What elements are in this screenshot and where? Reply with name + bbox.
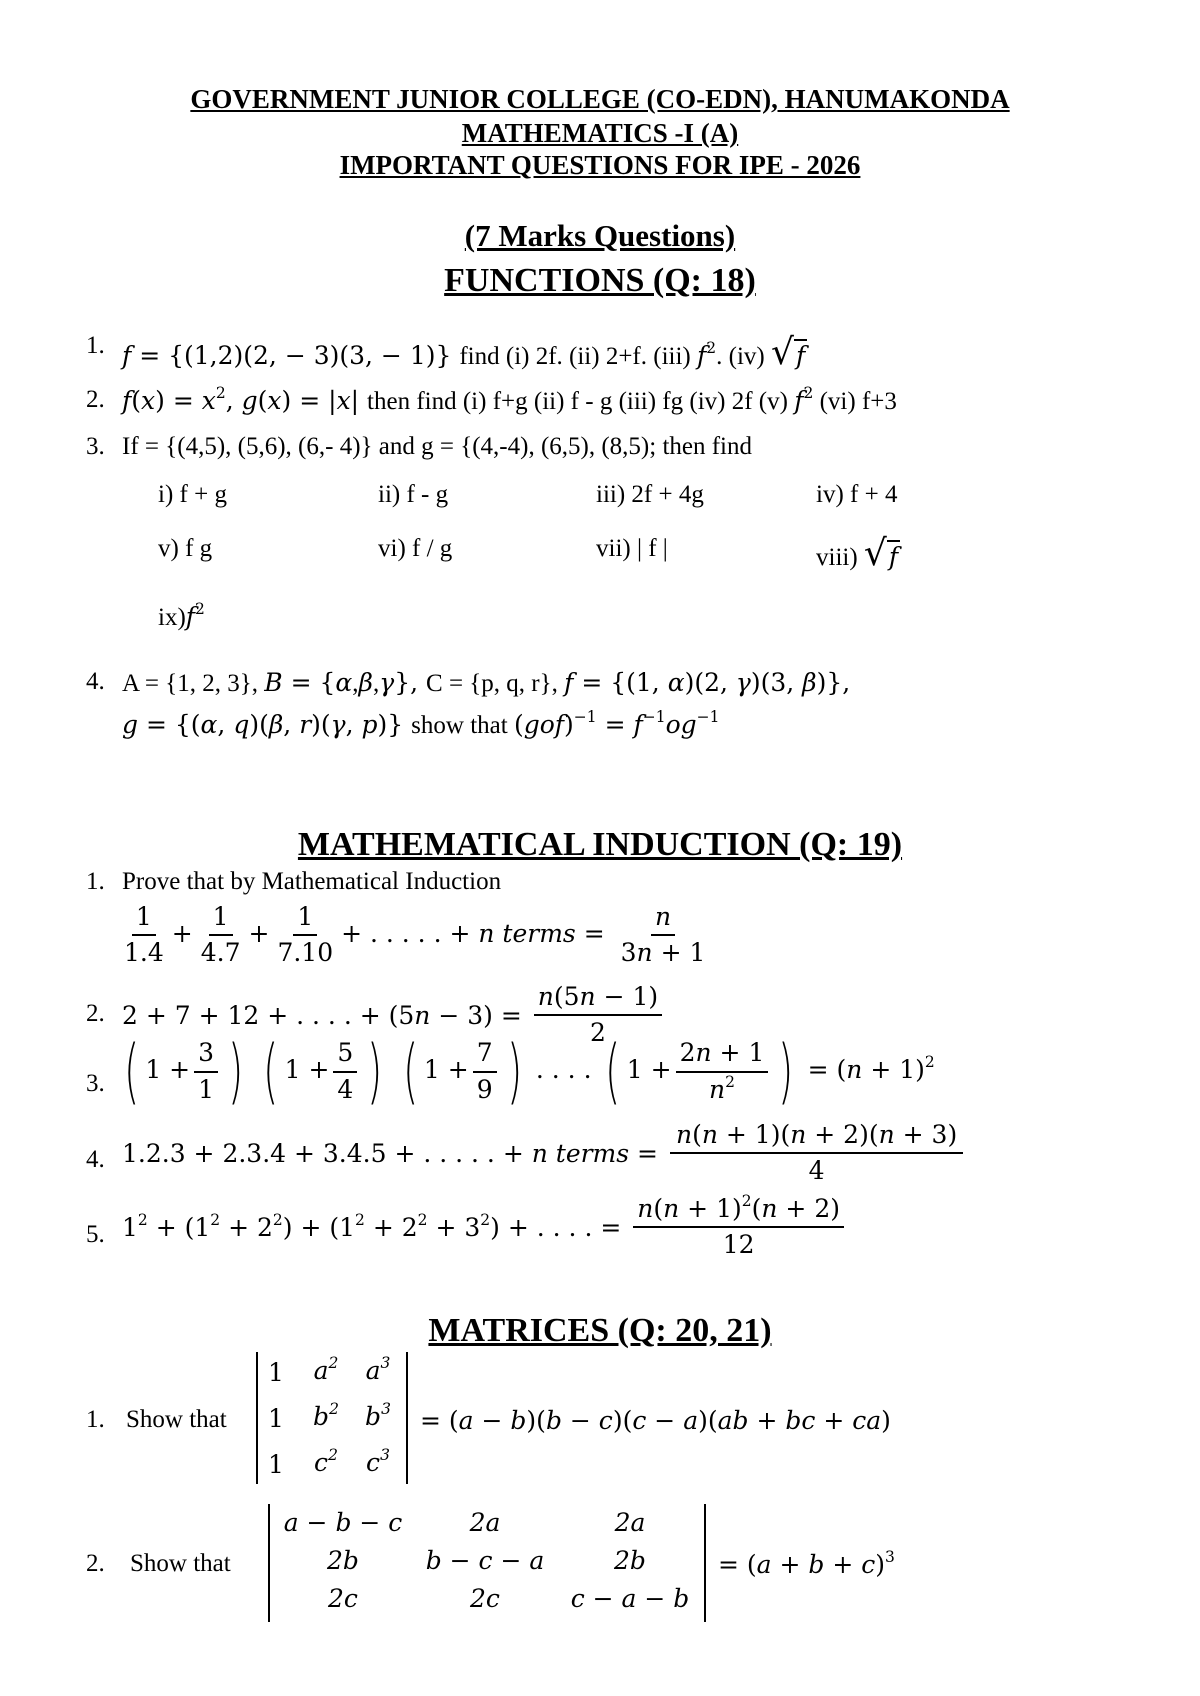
- induction-heading: MATHEMATICAL INDUCTION (Q: 19): [297, 826, 903, 863]
- question-text: find (i) 2f. (ii) 2+f. (iii): [459, 343, 691, 370]
- functions-question-3: If = {(4,5), (5,6), (6,- 4)} and g = {(4,-4), (6,5), (8,5); then find: [122, 433, 753, 460]
- option: v) f g: [158, 535, 213, 562]
- show-that-label: Show that: [130, 1550, 231, 1577]
- functions-question-4-line-2: g = {(α, q)(β, r)(γ, p)} show that $(gof)^{-1} = f^{-1}og^{-1}$: [122, 708, 720, 739]
- question-number: 5.: [86, 1221, 105, 1248]
- option-label: ix): [158, 604, 186, 631]
- option: iii) 2f + 4g: [596, 481, 704, 508]
- determinant-1-result: = (a − b)(b − c)(c − a)(ab + bc + ca): [420, 1406, 891, 1435]
- induction-question-1: Prove that by Mathematical Induction: [122, 868, 502, 895]
- determinant-2: a − b − c 2a 2a 2b b − c − a 2b 2c 2c c − a − b: [268, 1504, 706, 1622]
- determinant-1: 1 $a^2$ $a^3$ 1 $b^2$ $b^3$ 1 $c^2$ $c^3$: [256, 1352, 408, 1484]
- functions-question-2: $f(x) = x^2$, g(x) = |x| then find (i) f+g (ii) f - g (iii) fg (iv) 2f (v) $f^2$ (vi) f+3: [122, 384, 897, 415]
- question-number: 1.: [86, 1406, 105, 1433]
- option-label: viii): [816, 544, 858, 571]
- option: vii) | f |: [596, 535, 668, 562]
- induction-formula-1: $\frac{1}{1.4}$ + $\frac{1}{4.7}$ + $\frac{1}{7.10}$ + . . . . . + n terms = $\frac{n}{3n + 1}$: [124, 902, 706, 968]
- functions-question-1: f = {(1,2)(2, − 3)(3, − 1)} find (i) 2f. (ii) 2+f. (iii) $f^2$. (iv) √f: [122, 332, 806, 373]
- marks-heading: (7 Marks Questions): [464, 218, 736, 253]
- matrices-heading: MATRICES (Q: 20, 21): [428, 1312, 772, 1349]
- question-number: 2.: [86, 1000, 105, 1027]
- question-number: 3.: [86, 1070, 105, 1097]
- question-number: 2.: [86, 1550, 105, 1577]
- functions-heading: FUNCTIONS (Q: 18): [444, 262, 756, 299]
- induction-question-4: 1.2.3 + 2.3.4 + 3.4.5 + . . . . . + n terms = $\frac{n(n + 1)(n + 2)(n + 3)}{4}$: [122, 1122, 967, 1185]
- question-number: 2.: [86, 386, 105, 413]
- document-title: IMPORTANT QUESTIONS FOR IPE - 2026: [339, 150, 861, 180]
- college-name: GOVERNMENT JUNIOR COLLEGE (CO-EDN), HANUMAKONDA: [190, 84, 1010, 114]
- option: $ix)f^2$: [158, 600, 205, 631]
- option: i) f + g: [158, 481, 227, 508]
- option: ii) f - g: [378, 481, 449, 508]
- functions-question-4-line-1: A = {1, 2, 3}, B = {α,β,γ}, C = {p, q, r}, f = {(1, α)(2, γ)(3, β)},: [122, 668, 851, 697]
- question-text: (vi) f+3: [819, 388, 897, 415]
- option: viii) √f: [816, 533, 899, 574]
- option: iv) f + 4: [816, 481, 898, 508]
- question-text: show that: [411, 712, 508, 739]
- show-that-label: Show that: [126, 1406, 227, 1433]
- question-number: 1.: [86, 868, 105, 895]
- subject-title: MATHEMATICS -I (A): [461, 118, 739, 148]
- determinant-2-result: = $(a + b + c)^3$: [718, 1548, 895, 1579]
- question-number: 4.: [86, 1146, 105, 1173]
- question-number: 3.: [86, 433, 105, 460]
- question-number: 4.: [86, 668, 105, 695]
- question-text: then find (i) f+g (ii) f - g (iii) fg (iv) 2f (v): [367, 388, 788, 415]
- option: vi) f / g: [378, 535, 453, 562]
- question-text: C = {p, q, r},: [426, 670, 558, 697]
- induction-question-2: 2 + 7 + 12 + . . . . + (5n − 3) = $\frac{n(5n - 1)}{2}$: [122, 984, 666, 1047]
- induction-question-5: $1^2 + (1^2 + 2^2) + (1^2 + 2^2 + 3^2)$ + . . . . = $\frac{n(n + 1)^2(n + 2)}{12}$: [122, 1196, 848, 1259]
- question-text: A = {1, 2, 3},: [122, 670, 259, 697]
- question-number: 1.: [86, 332, 105, 359]
- induction-question-3: ( 1 + $\frac{3}{1}$ ) ( 1 + $\frac{5}{4}$ ) ( 1 + $\frac{7}{9}$ ) . . . . ( 1 + $\frac{2n + 1}{n^2}$ ) = $(n + 1)^2$: [124, 1030, 935, 1112]
